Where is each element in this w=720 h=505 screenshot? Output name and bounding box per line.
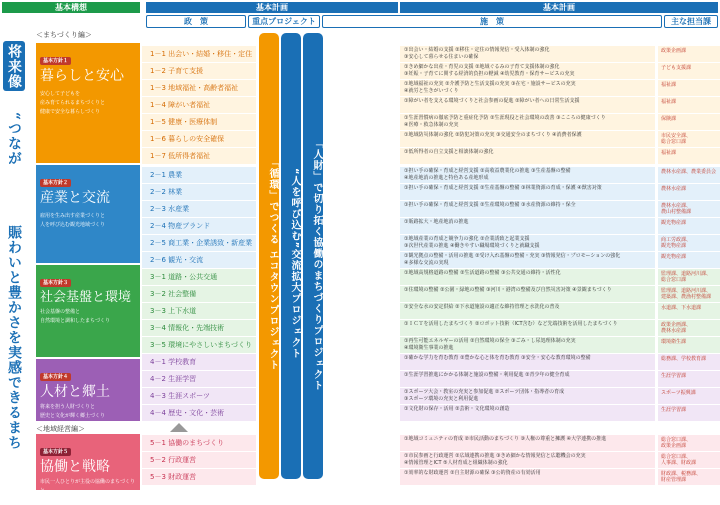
policy-row: [142, 336, 720, 354]
policy-name: 4－2 生涯学習: [142, 371, 256, 387]
policy-dept: 観光物産課: [658, 218, 720, 234]
vision-line1: “つなが: [2, 94, 26, 184]
policy-measures: ①地域福祉の充実 ②介護予防と生活支援の充実 ③在宅・施設サービスの充実 ④就労と生きがいづくり: [400, 80, 655, 96]
policy-name: 2－4 物産ブランド: [142, 218, 256, 234]
policy-dept: 観光物産課: [658, 252, 720, 268]
policy-measures: ①地域産業の育成と競争力の強化 ②企業誘致と起業支援 ③次世代産業の推進 ④働きやすい職場環境づくりと就職支援: [400, 235, 655, 251]
policy-dept: 生涯学習課: [658, 371, 720, 387]
policy-row: [142, 468, 720, 486]
policy-dept: 政策企画課: [658, 46, 720, 62]
policy-name: 2－6 観光・交流: [142, 252, 256, 268]
policy-name: 5－3 財政運営: [142, 469, 256, 485]
policy-measures: ①出会い・結婚の支援 ②移住・定住の情報発信・受入体制の強化 ③安心して暮らせる住まいの確保: [400, 46, 655, 62]
policy-name: 1－7 低所得者福祉: [142, 148, 256, 164]
policy-dept: 政策企画課、 農林水産課: [658, 320, 720, 336]
policy-dept: 福祉課: [658, 148, 720, 164]
goal-badge: 基本方針１: [40, 57, 71, 65]
goal-desc: 社会基盤の整備と 自然環境と調和したまちづくり: [40, 309, 110, 324]
policy-measures: ①確かな学力を育む教育 ②豊かな心と体を育む教育 ③安全・安心な教育環境の整備: [400, 354, 655, 370]
policy-name: 4－3 生涯スポーツ: [142, 388, 256, 404]
policy-row: [142, 234, 720, 252]
policy-name: 1－5 健康・医療体制: [142, 114, 256, 130]
policy-name: 1－1 出会い・結婚・移住・定住: [142, 46, 256, 62]
policy-row: [142, 404, 720, 422]
policy-dept: 福祉課: [658, 80, 720, 96]
policy-name: 3－5 環境にやさしいまちづくり: [142, 337, 256, 353]
policy-measures: ①住環境の整備 ②公園・緑地の整備 ③河川・港湾の整備及び自然災害対策 ④景観まちづくり: [400, 286, 655, 302]
policy-row: [142, 319, 720, 337]
policy-name: 4－1 学校教育: [142, 354, 256, 370]
policy-row: [142, 45, 720, 63]
goal-badge: 基本方針５: [40, 448, 71, 456]
main-dept-header: 主な担当課: [664, 15, 718, 28]
section-management: ＜地域経営編＞: [36, 425, 85, 433]
policy-dept: 水道課、下水道課: [658, 303, 720, 319]
policy-name: 2－5 商工業・企業誘致・新産業: [142, 235, 256, 251]
policy-row: [142, 285, 720, 303]
policy-header: 政 策: [146, 15, 246, 28]
policy-dept: 子ども支援課: [658, 63, 720, 79]
policy-dept: スポーツ振興課: [658, 388, 720, 404]
policy-dept: 監理課、道路河川課、 建築課、農漁村整備課: [658, 286, 720, 302]
project-bar-exchange: “人を呼び込む”交流拡大プロジェクト: [281, 33, 301, 479]
policy-measures: ①生涯習慣病の徹底予防と重症化予防 ②生涯現役と社会環境の改善 ③こころの健康づくり ④医療・救急体制の充実: [400, 114, 655, 130]
policy-measures: ①地域高規格道路の整備 ②生活道路の整備 ③公共交通の維持・活性化: [400, 269, 655, 285]
goal-block-3: [36, 265, 140, 357]
goal-desc: 雇用を生み出す産業づくりと 人を呼び込む観光地域づくり: [40, 213, 106, 228]
policy-name: 3－4 情報化・先端技術: [142, 320, 256, 336]
policy-name: 2－2 林業: [142, 184, 256, 200]
policy-row: [142, 370, 720, 388]
goal-desc: 市民一人ひとりが主役の協働のまちづくりと 効率的で戦略性をもった行財政運営: [40, 479, 135, 503]
goal-badge: 基本方針２: [40, 179, 71, 187]
goal-desc: 安心して子どもを 産み育てられるまちづくりと 健康で安全な暮らしづくり: [40, 91, 105, 115]
policy-row: [142, 434, 720, 452]
policy-measures: ①低所得者の自立支援と相談体制の強化: [400, 148, 655, 164]
up-arrow-icon: [170, 423, 188, 432]
policy-measures: ①ＩＣＴを活用したまちづくり ②ロボット技術（ICT含む）など先端技術を活用したまちづくり: [400, 320, 655, 336]
vision-label: 将来像: [3, 41, 25, 91]
goal-title: 暮らしと安心: [40, 68, 124, 84]
policy-dept: 農林水産課: [658, 184, 720, 200]
policy-row: [142, 113, 720, 131]
policy-measures: ①障がい者を支える環境づくりと社会参画の促進 ②障がい者への日常生活支援: [400, 97, 655, 113]
policy-measures: ①再生可能エネルギーの活用 ②自然環境の保全 ③ごみ・し尿処理体制の充実 ④環境衛生事業の推進: [400, 337, 655, 353]
policy-measures: ①担い手の確保・育成と経営支援 ②生産基盤の整備 ③林業資源の育成・保護 ④獣害対策: [400, 184, 655, 200]
priority-project-header: 重点プロジェクト: [248, 15, 320, 28]
policy-row: [142, 251, 720, 269]
goal-badge: 基本方針３: [40, 279, 71, 287]
goal-desc: 将来を担う人財づくりと 歴史と文化が輝く郷土づくり: [40, 404, 106, 419]
goal-title: 産業と交流: [40, 190, 110, 206]
policy-row: [142, 166, 720, 184]
policy-dept: 農林水産課、農業委員会: [658, 167, 720, 183]
policy-dept: 農林水産課、 農山村整備課: [658, 201, 720, 217]
policy-row: [142, 96, 720, 114]
policy-measures: ①販路拡大・地産地消の推進: [400, 218, 655, 234]
policy-dept: 総合窓口課、 政策企画課: [658, 435, 720, 451]
policy-row: [142, 451, 720, 469]
policy-measures: ①文化財の保存・活用 ②芸術・文化環境の創造: [400, 405, 655, 421]
measures-header: 施 策: [322, 15, 662, 28]
project-bar-eco: 「循環」でつくる エコタウンプロジェクト: [259, 33, 279, 479]
policy-dept: 総務課、学校教育課: [658, 354, 720, 370]
policy-dept: 総合窓口課、 人事課、財政課: [658, 452, 720, 468]
policy-measures: ①担い手の確保・育成と経営支援 ②生産環境の整備 ③水産資源の維持・保全: [400, 201, 655, 217]
policy-name: 1－4 障がい者福祉: [142, 97, 256, 113]
basic-plan-header-right: 基本計画: [400, 2, 718, 13]
goal-block-4: [36, 359, 140, 421]
policy-name: 3－3 上下水道: [142, 303, 256, 319]
project-bar-talent: 「人財」で切り拓く協働のまちづくりプロジェクト: [303, 33, 323, 479]
goal-title: 協働と戦略: [40, 459, 110, 475]
policy-measures: ①観光拠点の整備・活用の推進 ②受け入れ基盤の整備・充実 ③情報発信・プロモーションの強化 ④多様な交流の実現: [400, 252, 655, 268]
policy-dept: 生涯学習課: [658, 405, 720, 421]
policy-row: [142, 62, 720, 80]
policy-row: [142, 353, 720, 371]
goal-block-2: [36, 165, 140, 263]
policy-name: 4－4 歴史・文化・芸術: [142, 405, 256, 421]
policy-dept: 商工労政課、 観光物産課: [658, 235, 720, 251]
policy-measures: ①安全な水の安定供給 ②下水道施設の適正な維持管理と水洗化の普及: [400, 303, 655, 319]
policy-name: 1－6 暮らしの安全確保: [142, 131, 256, 147]
policy-measures: ①きめ細かな出産・育児の支援 ②地域ぐるみの子育て支援体制の強化 ③妊娠・子育てに関する経済的負担の軽減 ④幼児教育・保育サービスの充実: [400, 63, 655, 79]
policy-measures: ①市民参画と行政運営 ②広域連携の推進 ③きめ細かな情報発信と広聴機会の充実 ④情報管理とICT ⑤人材育成と組織体制の強化: [400, 452, 655, 468]
policy-row: [142, 302, 720, 320]
policy-measures: ①スポーツ大会・教室の充実と参加促進 ②スポーツ団体・指導者の育成 ③スポーツ環境の充実と利用促進: [400, 388, 655, 404]
basic-vision-header: 基本構想: [2, 2, 140, 13]
policy-measures: ①地域防災体制の強化 ②防犯対策の充実 ③交通安全のまちづくり ④消費者保護: [400, 131, 655, 147]
policy-name: 1－3 地域福祉・高齢者福祉: [142, 80, 256, 96]
policy-measures: ①地域コミュニティの育成 ②市民活動のまちづくり ③人権の尊重と擁護 ④大学連携の推進: [400, 435, 655, 451]
policy-dept: 福祉課: [658, 97, 720, 113]
goal-title: 人材と郷土: [40, 384, 110, 400]
policy-name: 5－2 行政運営: [142, 452, 256, 468]
basic-plan-header-left: 基本計画: [146, 2, 398, 13]
policy-name: 5－1 協働のまちづくり: [142, 435, 256, 451]
policy-dept: 財政課、税務課、 財産管理課: [658, 469, 720, 485]
policy-row: [142, 268, 720, 286]
policy-measures: ①担い手の確保・育成と経営支援 ②高收益農業化の推進 ③生産基盤の整備 ④地産地消の推進と特色ある産地形成: [400, 167, 655, 183]
policy-dept: 環境衛生課: [658, 337, 720, 353]
policy-dept: 市民安全課、 総合窓口課: [658, 131, 720, 147]
goal-block-1: [36, 43, 140, 163]
vision-line2: 賑わいと豊かさを実感できるまち: [2, 186, 26, 488]
policy-name: 2－3 水産業: [142, 201, 256, 217]
policy-dept: 監理課、道路河川課、 総合窓口課: [658, 269, 720, 285]
policy-measures: ①効率的な財政運営 ②自主財源の確保 ③公的資産の有効活用: [400, 469, 655, 485]
policy-row: [142, 387, 720, 405]
goal-badge: 基本方針４: [40, 373, 71, 381]
policy-name: 2－1 農業: [142, 167, 256, 183]
policy-dept: 保険課: [658, 114, 720, 130]
goal-block-5: [36, 434, 140, 503]
policy-row: [142, 130, 720, 148]
policy-row: [142, 183, 720, 201]
policy-row: [142, 147, 720, 165]
policy-measures: ①生涯学習推進にかかる体制と施設の整備・利用促進 ②青少年の健全育成: [400, 371, 655, 387]
policy-row: [142, 200, 720, 218]
policy-name: 3－2 社会整備: [142, 286, 256, 302]
policy-name: 3－1 道路・公共交通: [142, 269, 256, 285]
goal-title: 社会基盤と環境: [40, 290, 132, 305]
policy-row: [142, 79, 720, 97]
policy-name: 1－2 子育て支援: [142, 63, 256, 79]
section-town: ＜まちづくり編＞: [36, 31, 92, 39]
policy-row: [142, 217, 720, 235]
